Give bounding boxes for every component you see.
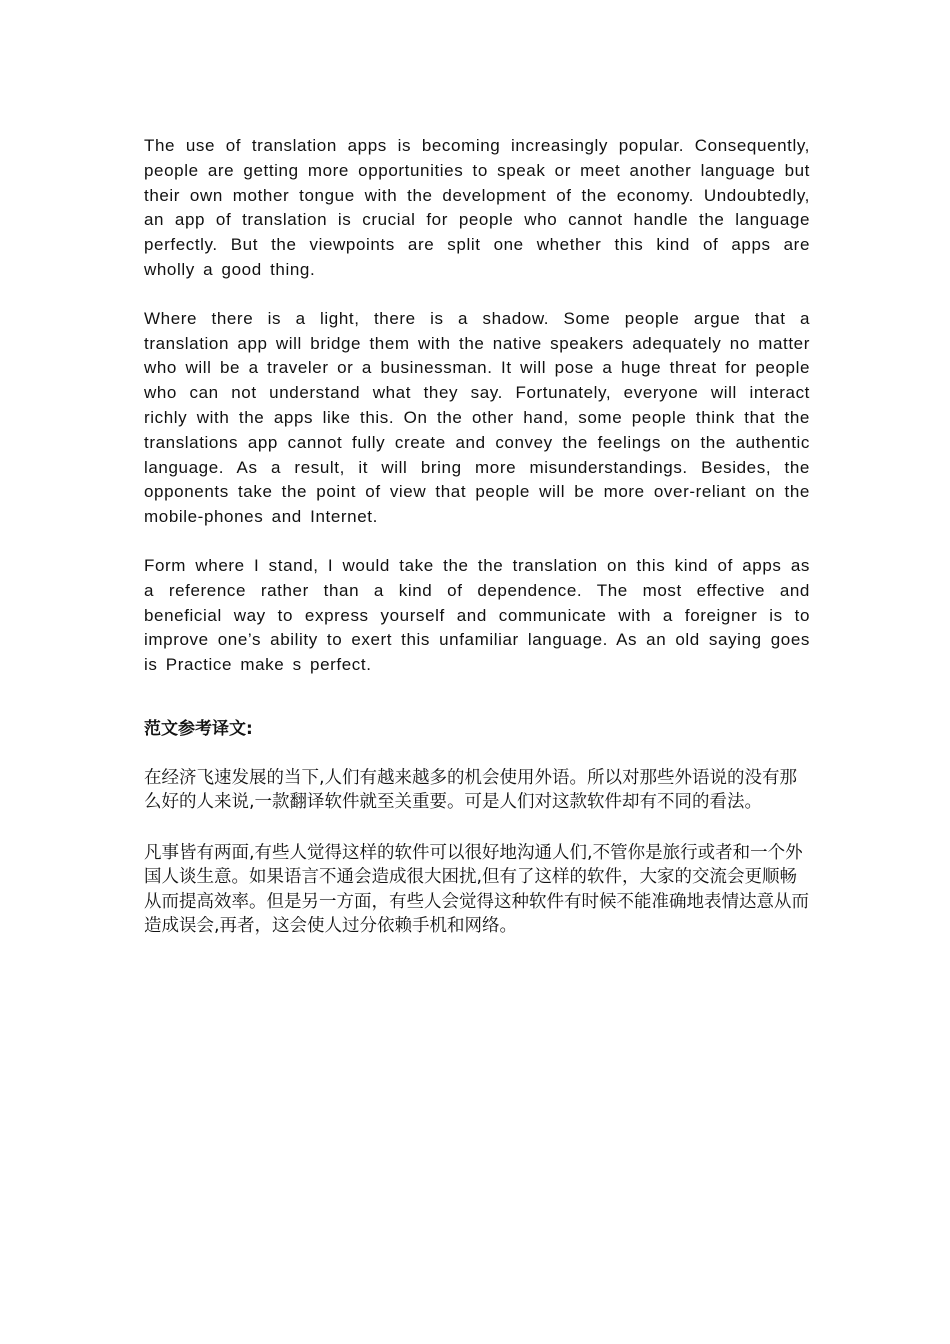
translation-title: 范文参考译文: [144, 718, 253, 739]
essay-paragraph-2: Where there is a light, there is a shadow. Some people argue that a translation app will bridge them with the native speakers adequately no matter who will be a traveler or a businessman. It will pose a huge threat for people who can not understand what they say. Fortunately, everyone will interact richly with the apps like this. On the other hand, some people think that the translations app cannot fully create and convey the feelings on the authentic language. As a result, it will bring more misunderstandings. Besides, the opponents take the point of view that people will be more over-reliant on the mobile-phones and Internet. [144, 308, 810, 527]
translation-paragraph-1: 在经济飞速发展的当下,人们有越来越多的机会使用外语。所以对那些外语说的没有那么好的人来说,一款翻译软件就至关重要。可是人们对这款软件却有不同的看法。 [144, 767, 798, 813]
translation-paragraph-2: 凡事皆有两面,有些人觉得这样的软件可以很好地沟通人们,不管你是旅行或者和一个外国人谈生意。如果语言不通会造成很大困扰,但有了这样的软件，大家的交流会更顺畅从而提高效率。但是另一方面，有些人会觉得这种软件有时候不能准确地表情达意从而造成误会,再者，这会使人过分依赖手机和网络。 [144, 842, 809, 937]
essay-paragraph-1: The use of translation apps is becoming increasingly popular. Consequently, people are getting more opportunities to speak or meet another language but their own mother tongue with the development of the economy. Undoubtedly, an app of translation is crucial for people who cannot handle the language perfectly. But the viewpoints are split one whether this kind of apps are wholly a good thing. [144, 136, 810, 279]
essay-paragraph-3: Form where I stand, I would take the the translation on this kind of apps as a reference rather than a kind of dependence. The most effective and beneficial way to express yourself and communicate with a foreigner is to improve one’s ability to exert this unfamiliar language. As an old saying goes is Practice make s perfect. [144, 555, 810, 675]
document-page [144, 134, 810, 965]
